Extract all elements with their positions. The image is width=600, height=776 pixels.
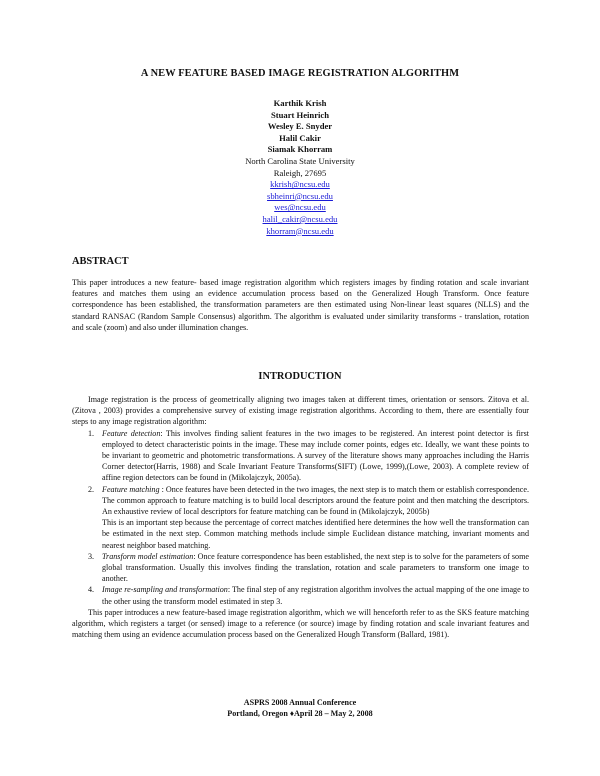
step-text: : Once features have been detected in the two images, the next step is to match them or establish correspondence. The common approach to feature matching is to build local descriptors around the feature point and then matching the descriptors. An exhaustive review of local descriptors for feature matching can be found in (Mikolajczyk, 2005b) [102,484,529,517]
email-link[interactable]: halil_cakir@ncsu.edu [262,213,338,224]
list-item [72,428,529,484]
list-number: 3. [88,551,95,561]
step-text: : Once feature correspondence has been established, the next step is to solve for the parameters of some global transformation. Usually this involves finding the translation, rotation and scale parameters to transform one image to another. [102,551,529,584]
author-name: Wesley E. Snyder [267,121,333,132]
email-link[interactable]: kkrish@ncsu.edu [270,179,330,190]
email-link[interactable]: khorram@ncsu.edu [266,225,334,236]
conference-footer [0,697,600,720]
step-label: Feature matching [102,484,160,494]
conference-name: ASPRS 2008 Annual Conference [243,698,357,707]
author-block [0,98,600,237]
paper-title: A NEW FEATURE BASED IMAGE REGISTRATION ALGORITHM [140,68,460,79]
abstract-text: This paper introduces a new feature- based image registration algorithm which registers images by finding rotation and scale invariant features and matches them using an evidence accumulation process based on the Generalized Hough Transform. Once feature correspondence has been established, the transformation parameters are then estimated using Non-linear least squares (NLLS) and the standard RANSAC (Random Sample Consensus) algorithm. The algorithm is evaluated under similarity transforms - translation, rotation and scale (zoom) and also under illumination changes. [72,278,529,332]
introduction-body [72,394,529,640]
list-number: 2. [88,484,95,494]
abstract-heading: ABSTRACT [72,256,129,267]
conference-location-date: Portland, Oregon ♦April 28 – May 2, 2008 [227,709,373,719]
step-text: : This involves finding salient features in the two images to be registered. An interest point detector is first employed to detect characteristic points in the image. These may include corner points, edges etc. Ideally, we want these points to be invariant to geometric and photometric transformations. A survey of the literature shows many approaches including the Harris Corner detector(Harris, 1988) and Scale Invariant Feature Transforms(SIFT) (Lowe, 1999),(Lowe, 2003). A complete review of affine region detectors can be found in (Mikolajczyk, 2005a). [102,428,530,483]
list-item [72,484,529,551]
list-item [72,584,529,606]
location: Raleigh, 27695 [273,167,327,178]
step-label: Feature detection [102,428,161,438]
intro-paragraph: Image registration is the process of geometrically aligning two images taken at different times, orientation or sensors. Zitova et al.(Zitova , 2003) provides a comprehensive survey of existing image registration algorithms. According to them, there are essentially four steps to any image registration algorithm: [72,395,529,427]
author-name: Karthik Krish [273,98,327,108]
author-name: Stuart Heinrich [270,109,329,120]
introduction-heading: INTRODUCTION [258,371,342,382]
email-link[interactable]: sbheinri@ncsu.edu [267,190,333,201]
author-name: Siamak Khorram [267,144,333,155]
email-link[interactable]: wes@ncsu.edu [274,202,326,213]
list-number: 1. [88,428,95,438]
step-label: Image re-sampling and transformation [102,585,228,595]
affiliation: North Carolina State University [245,155,355,166]
step-label: Transform model estimation [102,551,194,561]
step-text: : The final step of any registration algorithm involves the actual mapping of the one image to the other using the transform model estimated in step 3. [102,585,530,606]
intro-paragraph: This paper introduces a new feature-based image registration algorithm, which we will henceforth refer to as the SKS feature matching algorithm, which registers a target (or sensed) image to a reference (or source) image by finding rotation and scale invariant features and matching them using an evidence accumulation process based on the Generalized Hough Transform (Ballard, 1981). [72,607,529,640]
list-number: 4. [88,585,95,595]
author-name: Halil Cakir [279,132,321,143]
step-extra-text: This is an important step because the percentage of correct matches identified here determines the how well the transformation can be estimated in the next step. Common matching methods include simple Euclidean distance matching, invariant moments and nearest neighbor based matching. [102,518,529,550]
registration-steps-list [72,428,529,607]
list-item [72,551,529,585]
